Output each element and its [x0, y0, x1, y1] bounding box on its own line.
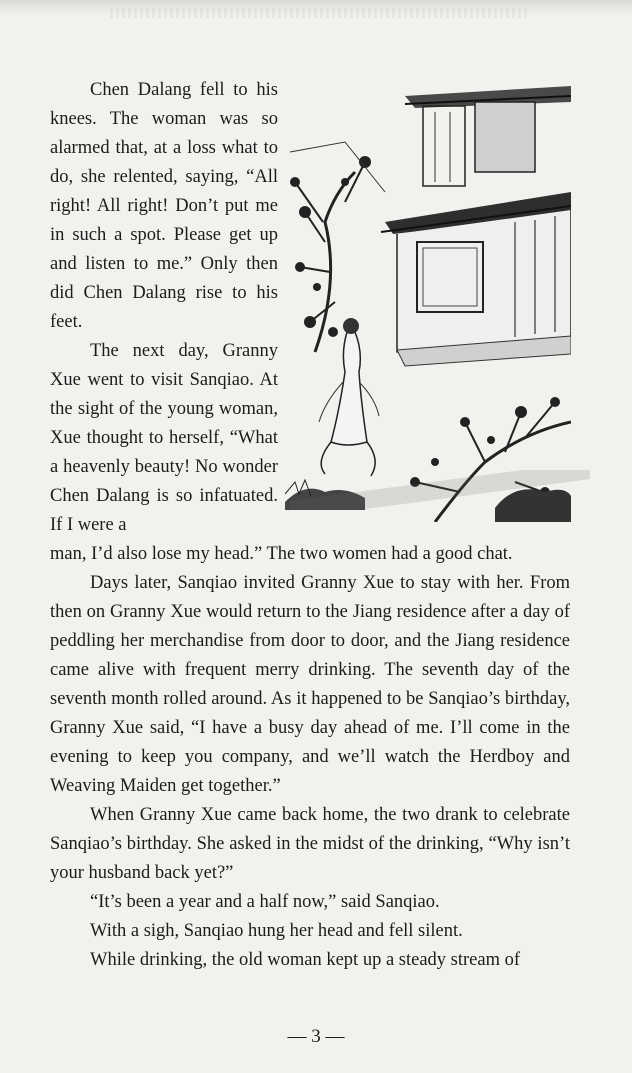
paragraph: Days later, Sanqiao invited Granny Xue to stay with her. From then on Granny Xue would return to the Jiang residence after a day of peddling her merchandise from door to door, and the Jiang residence came alive with frequent merry drinking. The seventh day of the seventh month rolled around. As it happened to be Sanqiao’s birthday, Granny Xue said, “I have a busy day ahead of me. I’ll come in the evening to keep you company, and we’ll watch the Herdboy and Weaving Maiden get together.” — [50, 573, 570, 796]
paragraph: With a sigh, Sanqiao hung her head and fell silent. — [90, 921, 463, 941]
paragraph: While drinking, the old woman kept up a steady stream of — [90, 950, 521, 970]
body-text — [50, 76, 570, 975]
bleed-through-text — [110, 8, 530, 18]
paragraph: “It’s been a year and a half now,” said Sanqiao. — [90, 892, 440, 912]
paragraph: When Granny Xue came back home, the two drank to celebrate Sanqiao’s birthday. She asked in the midst of the drinking, “Why isn’t your husband back yet?” — [50, 805, 570, 883]
paragraph: Chen Dalang fell to his knees. The woman was so alarmed that, at a loss what to do, she relented, saying, “All right! All right! Don’t put me in such a spot. Please get up and listen to me.” Only then did Chen Dalang rise to his feet. — [50, 80, 278, 332]
paragraph: The next day, Granny Xue went to visit Sanqiao. At the sight of the young woman, Xue thought to herself, “What a heavenly beauty! No wonder Chen Dalang is so infatuated. If I were a — [50, 341, 278, 535]
page-number: — 3 — — [287, 1026, 345, 1047]
paragraph-continuation: man, I’d also lose my head.” The two women had a good chat. — [50, 544, 513, 564]
